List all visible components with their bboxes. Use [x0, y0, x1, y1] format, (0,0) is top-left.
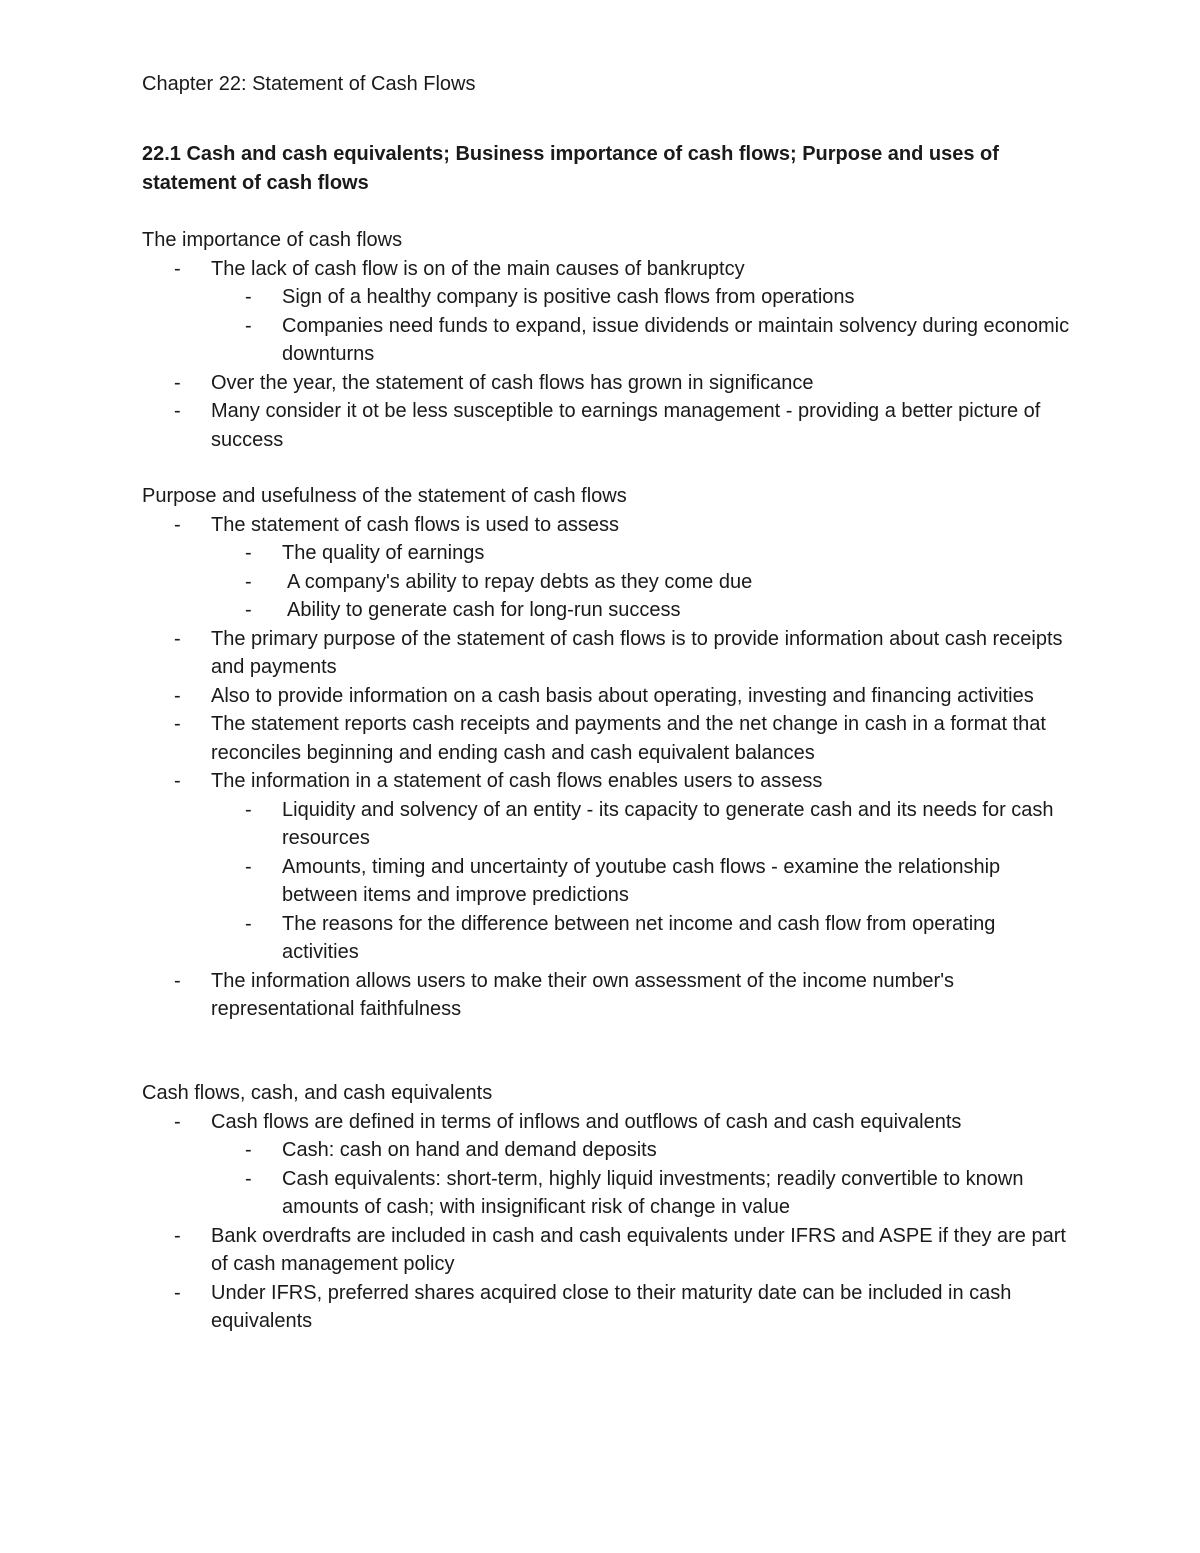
sub-list	[211, 1136, 1072, 1222]
list-item	[142, 767, 1072, 967]
sub-list-item-text: The reasons for the difference between net income and cash flow from operating activities	[282, 912, 996, 963]
dash-bullet: -	[174, 371, 181, 394]
section-importance	[142, 226, 1072, 454]
dash-bullet: -	[245, 1167, 252, 1190]
dash-bullet: -	[174, 770, 181, 792]
dash-bullet: -	[245, 912, 252, 935]
sub-list-item-text: Sign of a healthy company is positive cash flows from operations	[282, 286, 855, 308]
dash-bullet: -	[174, 713, 181, 735]
list-item-text: Many consider it ot be less susceptible to earnings management - providing a better picture of success	[211, 400, 1041, 451]
sub-list-item	[142, 283, 1072, 312]
section-cash-equivalents	[142, 1079, 1072, 1336]
sub-list-item	[142, 312, 1072, 369]
dash-bullet: -	[245, 570, 252, 593]
list-item	[142, 369, 1072, 398]
dash-bullet: -	[174, 1224, 181, 1247]
sub-list-item-text: Amounts, timing and uncertainty of youtube cash flows - examine the relationship between items and improve predictions	[282, 855, 1001, 906]
list-item	[142, 255, 1072, 369]
list-item-text: Over the year, the statement of cash flows has grown in significance	[211, 371, 814, 394]
dash-bullet: -	[245, 542, 252, 564]
dash-bullet: -	[245, 599, 252, 621]
dash-bullet: -	[245, 1139, 252, 1161]
dash-bullet: -	[174, 1110, 181, 1133]
sub-list-item	[142, 853, 1072, 910]
section-title: Purpose and usefulness of the statement of cash flows	[142, 485, 627, 507]
list-item	[142, 1222, 1072, 1279]
dash-bullet: -	[245, 798, 252, 821]
sub-list-item-text: A company's ability to repay debts as they come due	[287, 570, 753, 593]
sub-list-item	[142, 596, 1072, 625]
bullet-list	[142, 255, 1072, 455]
dash-bullet: -	[245, 314, 252, 337]
sub-list-item-text: Companies need funds to expand, issue dividends or maintain solvency during economic downturns	[282, 314, 1070, 365]
list-item-text: The statement reports cash receipts and payments and the net change in cash in a format that reconciles beginning and ending cash and cash equivalent balances	[211, 713, 1046, 764]
list-item-text: The statement of cash flows is used to assess	[211, 513, 619, 536]
list-item	[142, 710, 1072, 767]
list-item-text: The information in a statement of cash flows enables users to assess	[211, 770, 823, 792]
dash-bullet: -	[174, 400, 181, 422]
list-item-text: Under IFRS, preferred shares acquired close to their maturity date can be included in cash equivalents	[211, 1281, 1012, 1332]
list-item	[142, 625, 1072, 682]
dash-bullet: -	[245, 286, 252, 308]
sub-list-item	[142, 568, 1072, 597]
list-item	[142, 1108, 1072, 1222]
sub-list	[211, 796, 1072, 967]
sub-list-item-text: Cash: cash on hand and demand deposits	[282, 1139, 657, 1161]
sub-list-item	[142, 910, 1072, 967]
section-heading: 22.1 Cash and cash equivalents; Business importance of cash flows; Purpose and uses of statement of cash flows	[142, 143, 999, 194]
document-title: Chapter 22: Statement of Cash Flows	[142, 73, 476, 95]
list-item	[142, 1279, 1072, 1336]
bullet-list	[142, 1108, 1072, 1336]
sub-list-item-text: The quality of earnings	[282, 542, 485, 564]
sub-list-item	[142, 1165, 1072, 1222]
section-title: Cash flows, cash, and cash equivalents	[142, 1082, 493, 1104]
list-item	[142, 682, 1072, 711]
sub-list-item-text: Liquidity and solvency of an entity - its capacity to generate cash and its needs for cash resources	[282, 798, 1054, 849]
list-item-text: Bank overdrafts are included in cash and cash equivalents under IFRS and ASPE if they are part of cash management policy	[211, 1224, 1066, 1275]
dash-bullet: -	[174, 513, 181, 536]
section-title: The importance of cash flows	[142, 229, 403, 251]
list-item-text: Also to provide information on a cash basis about operating, investing and financing activities	[211, 684, 1034, 707]
sub-list-item-text: Cash equivalents: short-term, highly liquid investments; readily convertible to known amounts of cash; with insignificant risk of change in value	[282, 1167, 1024, 1218]
sub-list-item-text: Ability to generate cash for long-run success	[287, 599, 681, 621]
sub-list	[211, 283, 1072, 369]
dash-bullet: -	[174, 627, 181, 650]
sub-list-item	[142, 1136, 1072, 1165]
dash-bullet: -	[174, 1281, 181, 1304]
list-item-text: The information allows users to make their own assessment of the income number's representational faithfulness	[211, 969, 955, 1020]
sub-list	[211, 539, 1072, 625]
list-item	[142, 511, 1072, 625]
dash-bullet: -	[174, 969, 181, 992]
dash-bullet: -	[174, 257, 181, 280]
section-purpose	[142, 482, 1072, 1024]
bullet-list	[142, 511, 1072, 1024]
dash-bullet: -	[174, 684, 181, 707]
list-item	[142, 967, 1072, 1024]
list-item-text: The lack of cash flow is on of the main causes of bankruptcy	[211, 257, 745, 280]
sub-list-item	[142, 539, 1072, 568]
sub-list-item	[142, 796, 1072, 853]
list-item	[142, 397, 1072, 454]
dash-bullet: -	[245, 855, 252, 878]
list-item-text: The primary purpose of the statement of cash flows is to provide information about cash receipts and payments	[211, 627, 1063, 678]
list-item-text: Cash flows are defined in terms of inflows and outflows of cash and cash equivalents	[211, 1110, 962, 1133]
